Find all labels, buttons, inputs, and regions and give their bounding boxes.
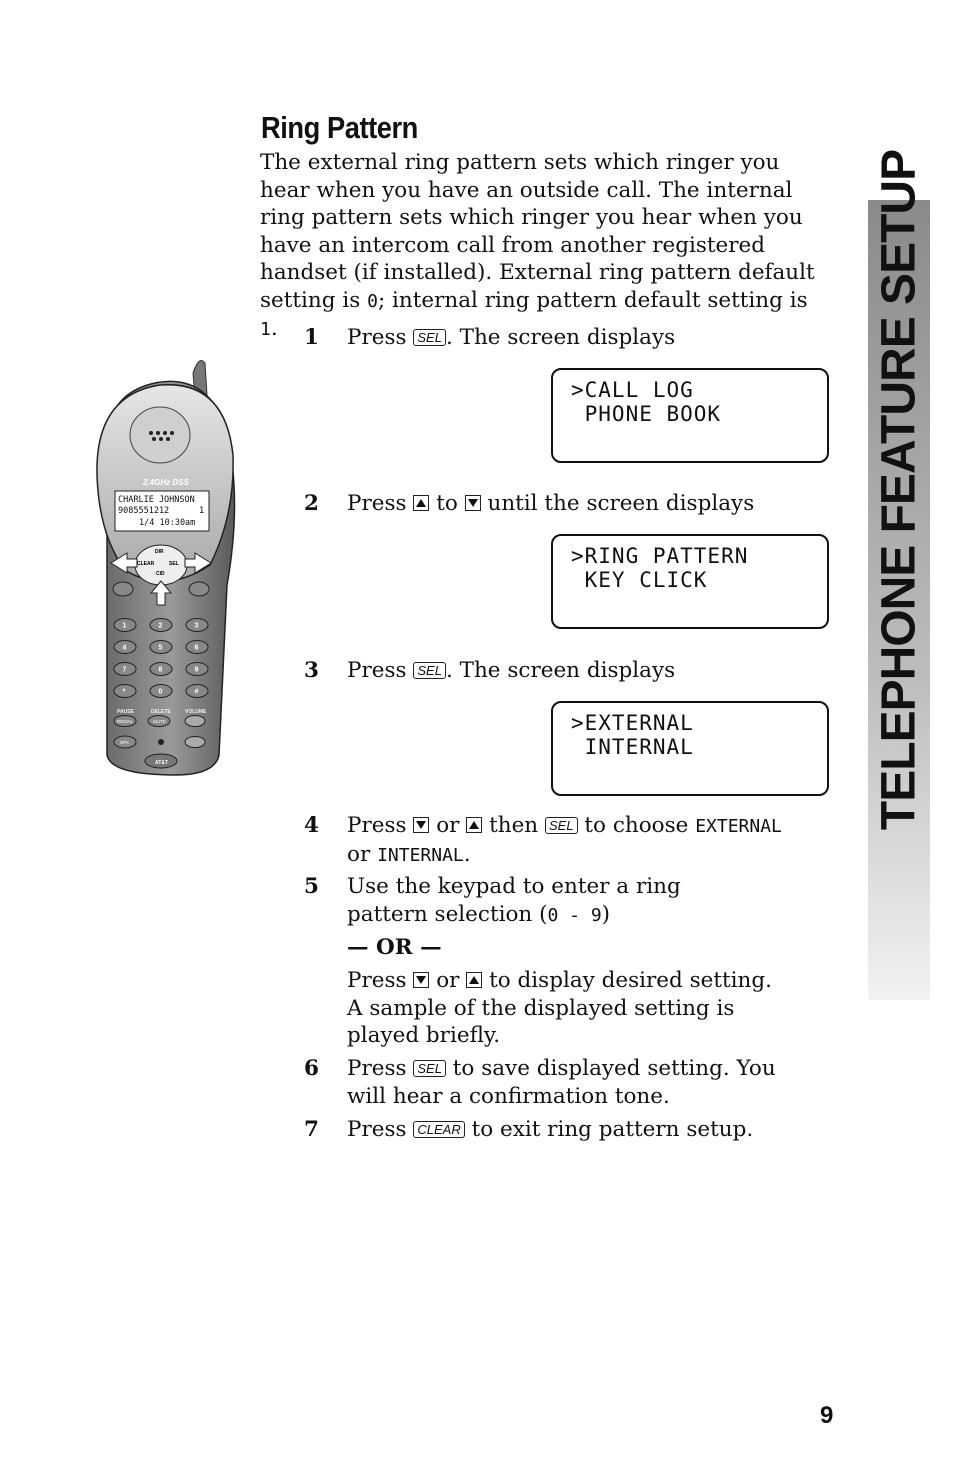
volume-up-button <box>185 716 205 727</box>
step-text: ) <box>601 901 611 927</box>
section-title: Ring Pattern <box>261 110 418 145</box>
step-number: 5 <box>304 874 319 899</box>
internal-default-value: 1 <box>260 319 271 340</box>
step-number: 3 <box>304 658 319 683</box>
clear-key-icon: CLEAR <box>413 1121 464 1138</box>
keypad-digit: 7 <box>122 666 127 674</box>
lcd-screen-1 <box>551 368 829 463</box>
nav-clear-label: CLEAR <box>137 561 155 567</box>
display-number: 9085551212 <box>118 506 170 516</box>
intro-text-3: . <box>270 316 278 341</box>
step-text: . The screen displays <box>445 658 676 683</box>
keypad-digit: 9 <box>194 666 199 674</box>
cordless-phone-illustration <box>95 355 255 785</box>
att-label: AT&T <box>155 760 168 766</box>
step-number: 4 <box>304 813 319 838</box>
up-arrow-key-icon <box>466 972 482 988</box>
sel-key-icon: SEL <box>413 329 446 346</box>
alt-instructions <box>304 967 824 1057</box>
keypad-digit: 1 <box>122 622 127 630</box>
step-text: to <box>429 491 465 516</box>
keypad-digit: 2 <box>158 622 163 630</box>
keypad-digit: 3 <box>194 622 199 630</box>
step-text: Press <box>347 658 414 683</box>
external-option: EXTERNAL <box>695 816 782 837</box>
earpiece <box>130 407 190 463</box>
step-text: to exit ring pattern setup. <box>464 1117 754 1142</box>
display-time: 1/4 10:30am <box>139 518 196 528</box>
internal-option: INTERNAL <box>377 844 464 866</box>
up-arrow-key-icon <box>413 495 429 511</box>
lcd-line: PHONE BOOK <box>571 402 722 426</box>
lcd-line: >EXTERNAL <box>571 711 694 735</box>
step-text: Press <box>347 1056 414 1081</box>
down-arrow-key-icon <box>413 817 429 833</box>
step-text: Press <box>347 968 414 993</box>
step-text: Press <box>347 491 414 516</box>
external-default-value: 0 <box>367 290 378 312</box>
step-number: 2 <box>304 491 319 516</box>
lcd-screen-3 <box>551 701 829 796</box>
page-number: 9 <box>820 1402 834 1429</box>
step-text: Press <box>347 325 414 350</box>
step-text: until the screen displays <box>480 491 755 516</box>
step-text: then <box>482 813 545 838</box>
up-arrow-key-icon <box>466 817 482 833</box>
step-text: or <box>347 841 378 867</box>
step-text: to save displayed setting. You will hear a confirmation tone. <box>347 1056 776 1109</box>
talk-button <box>113 582 133 596</box>
display-count: 1 <box>199 506 205 516</box>
step-text: . The screen displays <box>445 325 676 350</box>
keypad-digit: # <box>194 688 199 696</box>
range-value: 0 - 9 <box>547 904 602 926</box>
step-text: to choose <box>577 813 696 838</box>
nav-cid-label: CID <box>156 571 165 577</box>
lcd-line: INTERNAL <box>571 735 694 759</box>
lcd-line: >CALL LOG <box>571 378 694 402</box>
keypad-digit: 6 <box>194 644 199 652</box>
microphone-icon <box>158 739 164 745</box>
sel-key-icon: SEL <box>413 1060 446 1077</box>
lcd-screen-2 <box>551 534 829 629</box>
keypad-digit: 4 <box>122 644 127 652</box>
delete-label: DELETE <box>151 709 171 715</box>
lcd-line: KEY CLICK <box>571 568 708 592</box>
intro-paragraph <box>260 149 820 344</box>
keypad-digit: 0 <box>158 688 163 696</box>
step-4 <box>304 812 824 872</box>
or-label: — OR — <box>347 935 442 960</box>
step-number: 1 <box>304 325 319 350</box>
intro-text-2: ; internal ring pattern default setting is <box>377 287 808 313</box>
display-name: CHARLIE JOHNSON <box>118 495 195 505</box>
nav-sel-label: SEL <box>169 561 179 567</box>
side-tab <box>868 149 930 1000</box>
volume-down-button <box>185 737 205 748</box>
step-text: or <box>429 813 467 838</box>
sel-key-icon: SEL <box>413 662 446 679</box>
down-arrow-key-icon <box>465 495 481 511</box>
step-number: 6 <box>304 1056 319 1081</box>
step-text: A sample of the displayed setting is played briefly. <box>347 995 735 1048</box>
keypad-digit: * <box>122 688 126 696</box>
keypad-digit: 5 <box>158 644 163 652</box>
nav-dir-label: DIR <box>155 549 164 555</box>
keypad-digit: 8 <box>158 666 163 674</box>
step-text: . <box>463 841 471 867</box>
redial-label: REDIAL <box>117 719 134 724</box>
step-6 <box>304 1055 824 1115</box>
down-arrow-key-icon <box>413 972 429 988</box>
step-text: Press <box>347 813 414 838</box>
sel-key-icon: SEL <box>545 817 578 834</box>
speaker-label: SPK <box>120 740 130 745</box>
intro-text-1: The external ring pattern sets which ringer you hear when you have an outside call. The internal ring pattern sets which ringer you hear when you have an intercom call from another registered handset (if installed). External ring pattern default setting is <box>260 150 815 313</box>
step-text: Use the keypad to enter a ring pattern selection ( <box>347 874 681 927</box>
step-5 <box>304 873 824 933</box>
brand-label: 2.4GHz DSS <box>143 478 189 487</box>
pause-label: PAUSE <box>117 709 134 715</box>
side-tab-label: TELEPHONE FEATURE SETUP <box>872 149 926 831</box>
lcd-line: >RING PATTERN <box>571 544 749 568</box>
step-number: 7 <box>304 1117 319 1142</box>
volume-label: VOLUME <box>185 709 207 715</box>
step-text: Press <box>347 1117 414 1142</box>
step-text: to display desired setting. <box>482 968 772 993</box>
mute-label: MUTE <box>153 719 166 724</box>
step-text: or <box>429 968 467 993</box>
flash-button <box>189 582 209 596</box>
